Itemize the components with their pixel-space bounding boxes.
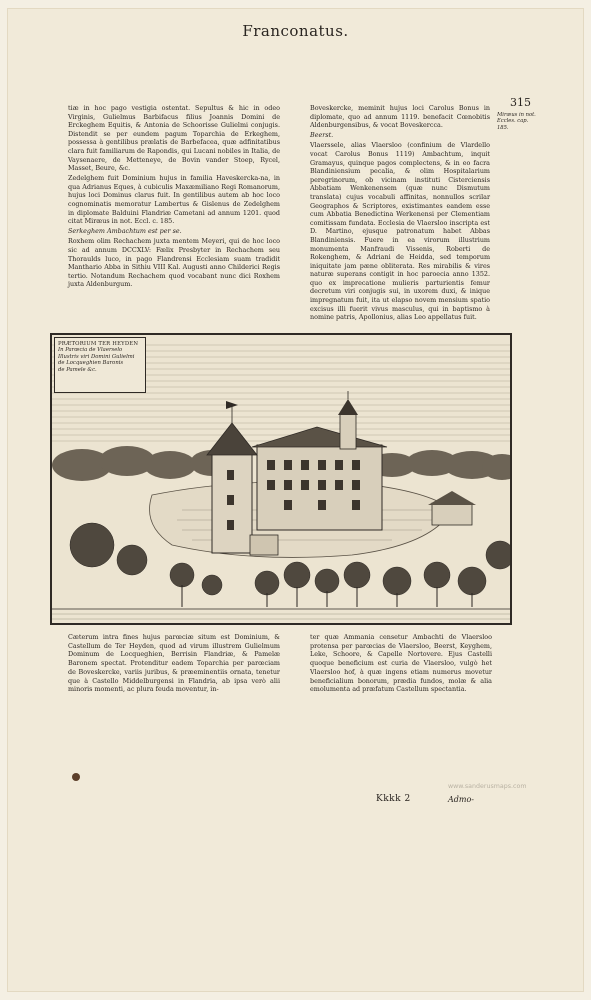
bottom-right-column (310, 633, 492, 694)
paragraph: Vlaerssele, alias Vlaersloo (confinium de Vlardello vocat Carolus Bonus 1119) Ambachtum, inquit Gramayus, quinque pagos complectens, & in eo facra Blandiniensium pecalia, & olim Hospitalarium peregrinorum, ob vicinam instituti Cisterciensis Abbatiam Wenkenensem (quæ nunc Dismutum translata) cujus vocabuli affinitas, nonnullos scrilar Geographos & Scriptores, existimantes eandem esse cum Abbatia Benedictina Werkenensi per Clementiam comitissam fundata. Ecclesia de Vlaersloo inscripta est D. Martino, ejusque patronatum habet Abbas Blandiniensis. Fuere in ea virorum illustrium monumenta Manfraudi Vissenis, Roberti de Rokenghem, & Adriani de Heidda, sed temporum iniquitate jam pæne obliterata. Res mirabilis & vires naturæ superans contigit in hoc paroecia anno 1352. quo ex imprecatione mulieris parturientis femur decretum viri conjugis sui, in uxorem duxi, & inique impregnatum fuit, ita ut elapso novem mensium spatio excisus illi fuerit vivus masculus, qui in baptismo à nomine patris, Apollonius, alias Leo appellatus fuit. (310, 141, 490, 322)
marginal-note: Miræus in not. Eccles. cap. 185. (497, 112, 536, 131)
paragraph: ter quæ Ammania censetur Ambachti de Vlaersloo protensa per parœcias de Vlaersloo, Beerst, Keyghem, Leke, Schoore, & Capelle Nortovere. Ejus Castelli quoque beneficium est curia de Vlaersloo, vulgò het Vlaersloo hof, à quæ ingens etiam numerus movetur beneficialium bonorum, prædia fundos, molæ & alia emolumenta ad præfatum Castellum spectantia. (310, 633, 492, 694)
running-title: Franconatus. (242, 22, 349, 40)
paragraph: Cæterum intra fines hujus parœciæ situm est Dominium, & Castellum de Ter Heyden, quod ad virum illustrem Gulielmum Dominum de Locqueghien, Berrisin Flandriæ, & Pamelæ Baronem spectat. Protenditur eadem Toparchia per parœciam de Boveskercke, variis juribus, & præeminentiis ornata, tenetur que à Castello Middelburgensi in Flandria, ab ipsa verò alii minoris momenti, ac plura feuda moventur, in- (68, 633, 280, 694)
paragraph: Zedelghem fuit Dominium hujus in familia Haveskercka-na, in qua Adrianus Eques, à cubiculis Maxæmiliano Regi Romanorum, hujus loci Dominus clarus fuit. In gentilibus autem ab hoc loco cognominatis memoratur Lambertus & Gislenus de Zedelghem in diplomate Balduini Flandriæ Cametani ad annum 1201. quod citat Miræus in not. Eccl. c. 185. (68, 174, 280, 226)
signature-mark: Kkkk 2 (376, 794, 411, 804)
paragraph: Roxhem olim Rechachem juxta mentem Meyeri, qui de hoc loco sic ad annum DCCXLV: Fælix Presbyter in Rechachem seu Thoraulds luco, in pago Flandrensi Ecclesiam suam tradidit Manthario Abba in Sithiu VIII Kal. Augusti anno Childerici Regis tertio. Notandum Rechachem quod vocabant nunc dici Roxhem juxta Aldenburgum. (68, 237, 280, 289)
cartouche-line: de Pamele &c. (58, 366, 97, 373)
bottom-left-column (68, 633, 280, 694)
watermark-text: www.sanderusmaps.com (448, 783, 527, 790)
paragraph: Serkeghem Ambachtum est per se. (68, 227, 182, 236)
engraving-plate (50, 333, 512, 625)
right-text-column (310, 104, 490, 323)
paragraph: tiæ in hoc pago vestigia ostentat. Sepultus & hic in odeo Virginis, Gulielmus Barbifacus filius Joannis Domini de Erckeghem Equitis, & Antonia de Schoorisse Gulielmi conjugis. Distendit se per eundem pagum Toparchia de Erkeghem, possessa à gentilibus prælatis de Barbefacea, quæ adfinitatibus clara fuit familiarum de Rapondis, qui Lucani nobiles in Italia, de Vaysenaere, de Metteneye, de Bovin vander Stoep, Rycel, Masset, Beure, &c. (68, 104, 280, 173)
paper-stain (72, 773, 80, 781)
left-text-column (68, 104, 280, 290)
plate-cartouche (54, 337, 146, 393)
page-number: 315 (510, 96, 531, 109)
cartouche-line: Illustris viri Domini Gulielmi (58, 353, 135, 360)
paragraph: Boveskercke, meminit hujus loci Carolus Bonus in diplomate, quo ad annum 1119. benefacit Cœnobitis Aldenburgensibus, & vocat Boveskercca. (310, 104, 490, 130)
cartouche-line: de Locqueghien Baronis (58, 360, 124, 367)
cartouche-title: PRÆTORIUM TER HEYDEN (58, 341, 139, 347)
paragraph: Beerst. (310, 131, 334, 140)
cartouche-line: In Parœcia de Vlaerselo (58, 347, 123, 354)
catchword: Admo- (448, 795, 475, 804)
